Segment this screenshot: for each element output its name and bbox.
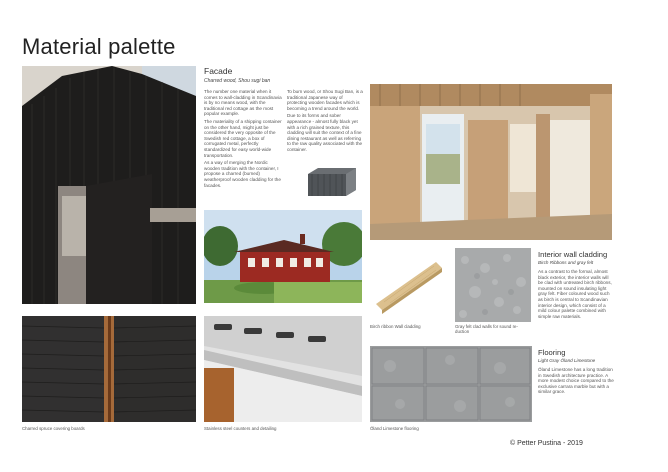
facade-paragraph: The materiality of a shipping container on the other hand, might just be considered the very opposite of the Swedish red cottage, a box of corrugated metal, perfectly standardized for easy world-wide transportation.: [204, 118, 282, 158]
interior-text: As a contrast to the formal, almost black exterior, the interior walls will be clad with untreated birch ribbons, mounted on sound insulating light gray felt. Fiber coloured wood such as birch is central to Scandinavian interior design, which consist of a mild colour palette combined with simple raw materials.: [538, 269, 612, 319]
facade-heading: Facade: [204, 66, 233, 76]
flooring-subheading: Light Gray Öland Limestone: [538, 358, 596, 363]
flooring-text: Öland Limestone has a long tradition in Swedish architecture practice. A more modest choice compared to the exclusive carrara marble but with a similar grace.: [538, 367, 614, 395]
page-title: Material palette: [22, 34, 176, 59]
interior-subheading: Birch Ribbons and gray felt: [538, 260, 594, 265]
facade-paragraph: As a way of merging the Nordic wooden tradition with the container, I propose a charred (burned) weatherproof wooden cladding for the facades.: [204, 160, 281, 188]
interior-heading: Interior wall cladding: [538, 250, 608, 259]
footer-copyright: © Petter Pustina - 2019: [510, 440, 583, 447]
facade-subheading: Charred wood, Shou sugi ban: [204, 78, 271, 84]
caption-steel: Stainless steel counters and detailing: [204, 426, 277, 431]
facade-paragraph: The number one material when it comes to wall-cladding in Scandinavia is by no means wood, with the traditional red cottage as the most popular example.: [204, 89, 282, 117]
facade-paragraph: Due to its forms and sober appearance - almost fully black yet with a rich grained texture, this cladding will suit the context of a fine dining restaurant as well as referring to the raw quality associated with the container.: [287, 113, 363, 152]
charred-boards-photo: [22, 316, 196, 422]
charred-facade-photo: [22, 66, 196, 304]
gray-felt-image: [455, 248, 531, 322]
interior-room-photo: [370, 84, 612, 240]
caption-felt: Gray felt clad walls for sound re-duction: [455, 324, 518, 335]
limestone-floor-photo: [370, 346, 532, 422]
facade-paragraph: To burn wood, or Shou Sugi Ban, is a traditional Japanese way of protecting wooden facades which is becoming a trend around the world.: [287, 89, 363, 111]
caption-birch: Birch ribbon Wall cladding: [370, 324, 421, 329]
facade-column-2: [287, 89, 363, 153]
birch-ribbon-image: [370, 248, 448, 320]
steel-counter-photo: [204, 316, 362, 422]
caption-limestone: Öland Limestone flooring: [370, 426, 419, 431]
shipping-container-image: [304, 164, 360, 204]
facade-column-1: [204, 89, 282, 188]
red-cottage-photo: [204, 210, 362, 303]
flooring-heading: Flooring: [538, 348, 566, 357]
caption-charred: Charred spruce covering boards: [22, 426, 85, 431]
